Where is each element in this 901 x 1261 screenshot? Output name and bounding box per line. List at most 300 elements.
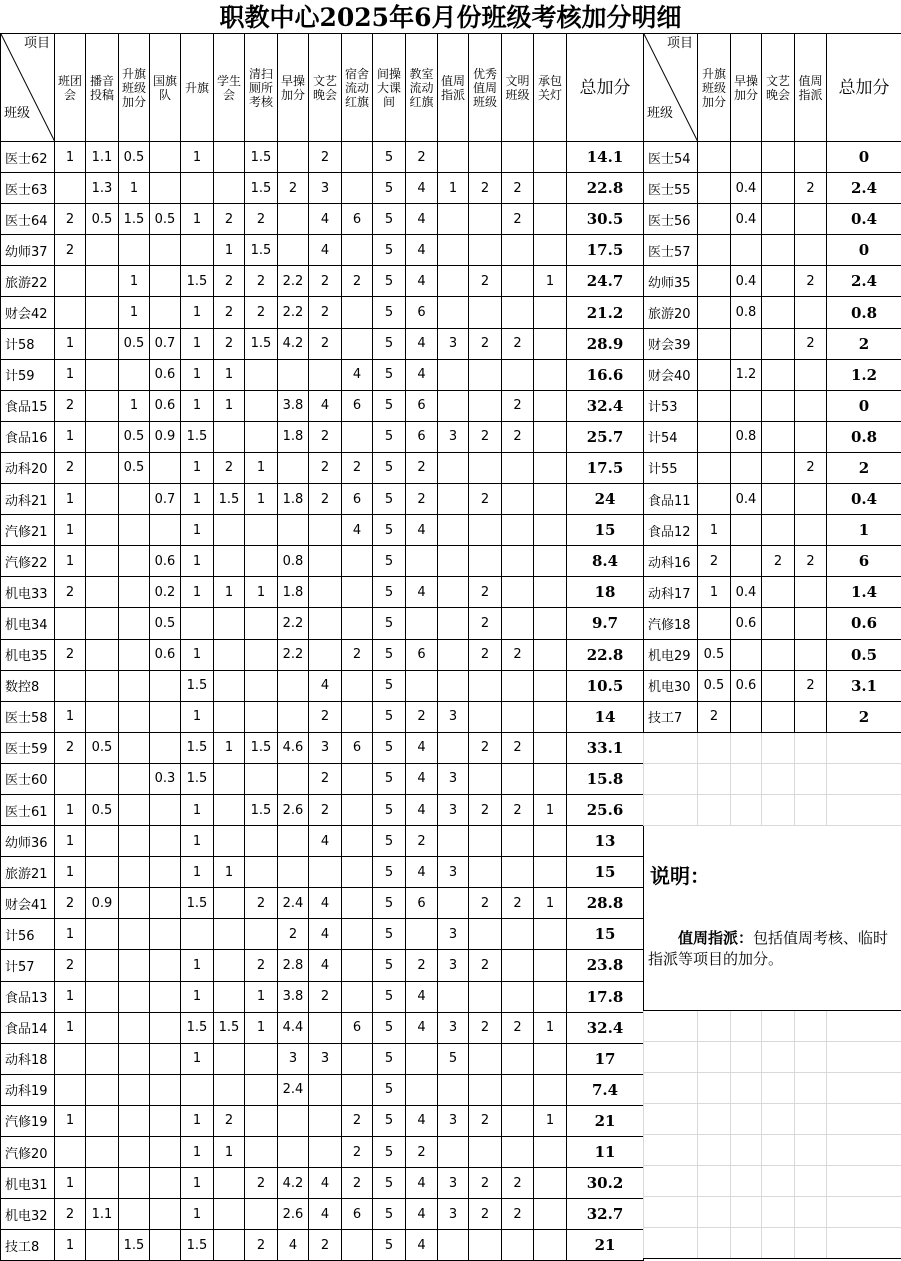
score-cell: 2 xyxy=(469,328,502,359)
table-row xyxy=(1,763,644,794)
score-cell xyxy=(86,546,119,577)
score-cell xyxy=(795,297,827,328)
score-cell: 2 xyxy=(469,794,502,825)
score-cell xyxy=(245,608,278,639)
score-cell xyxy=(119,701,150,732)
score-cell xyxy=(762,359,795,390)
score-cell: 2 xyxy=(406,484,438,515)
score-cell xyxy=(342,857,373,888)
score-cell xyxy=(469,981,502,1012)
score-cell: 1.5 xyxy=(245,328,278,359)
score-cell: 5 xyxy=(373,1043,406,1074)
score-cell: 1 xyxy=(181,826,214,857)
score-cell: 1 xyxy=(181,204,214,235)
score-cell: 2 xyxy=(469,888,502,919)
score-cell xyxy=(342,670,373,701)
class-name-cell: 食品15 xyxy=(1,390,55,421)
score-cell xyxy=(469,142,502,173)
page-title: 职教中心2025年6月份班级考核加分明细 xyxy=(0,0,901,33)
column-header: 文艺晚会 xyxy=(762,34,795,142)
score-cell xyxy=(438,204,469,235)
score-cell xyxy=(762,173,795,204)
score-cell xyxy=(534,1137,567,1168)
score-cell: 2 xyxy=(406,142,438,173)
class-name-cell: 医士62 xyxy=(1,142,55,173)
score-cell: 1.2 xyxy=(731,359,762,390)
score-cell xyxy=(245,390,278,421)
score-cell xyxy=(762,670,795,701)
score-cell xyxy=(438,515,469,546)
column-header: 文艺晚会 xyxy=(309,34,342,142)
score-cell xyxy=(469,1043,502,1074)
score-cell xyxy=(342,763,373,794)
notes-label: 值周指派： xyxy=(678,929,753,947)
score-cell: 0.6 xyxy=(731,670,762,701)
score-cell: 1.1 xyxy=(86,1199,119,1230)
score-cell: 2 xyxy=(406,826,438,857)
score-cell xyxy=(119,826,150,857)
score-cell xyxy=(245,670,278,701)
score-cell xyxy=(245,826,278,857)
score-cell: 1 xyxy=(181,1168,214,1199)
score-cell: 2 xyxy=(214,266,245,297)
score-cell xyxy=(762,452,795,483)
empty-cell xyxy=(762,1010,795,1041)
score-cell: 5 xyxy=(373,1137,406,1168)
score-cell xyxy=(502,577,534,608)
score-cell: 1.5 xyxy=(245,173,278,204)
table-row xyxy=(1,452,644,483)
score-cell: 4 xyxy=(406,204,438,235)
score-cell xyxy=(698,359,731,390)
empty-cell xyxy=(795,763,827,794)
score-cell: 2 xyxy=(795,452,827,483)
class-name-cell: 幼师35 xyxy=(644,266,698,297)
score-cell: 2 xyxy=(469,1168,502,1199)
score-cell: 2 xyxy=(309,297,342,328)
score-cell xyxy=(698,452,731,483)
empty-cell xyxy=(698,1196,731,1227)
empty-cell xyxy=(795,1072,827,1103)
score-cell xyxy=(86,390,119,421)
score-cell xyxy=(342,235,373,266)
score-cell xyxy=(438,732,469,763)
table-row xyxy=(644,608,901,639)
score-cell: 1 xyxy=(55,515,86,546)
empty-cell xyxy=(762,763,795,794)
score-cell xyxy=(150,266,181,297)
table-row xyxy=(1,421,644,452)
score-cell xyxy=(406,919,438,950)
table-row xyxy=(1,608,644,639)
class-name-cell: 汽修21 xyxy=(1,515,55,546)
score-cell xyxy=(762,297,795,328)
total-score-cell: 33.1 xyxy=(567,732,644,763)
total-score-cell: 14 xyxy=(567,701,644,732)
score-cell xyxy=(698,173,731,204)
score-cell: 6 xyxy=(342,732,373,763)
column-header: 国旗队 xyxy=(150,34,181,142)
score-cell: 1 xyxy=(181,639,214,670)
total-score-cell: 18 xyxy=(567,577,644,608)
score-cell xyxy=(119,577,150,608)
score-cell xyxy=(214,1074,245,1105)
score-cell xyxy=(342,1230,373,1261)
score-cell xyxy=(342,919,373,950)
score-cell xyxy=(214,950,245,981)
class-name-cell: 医士55 xyxy=(644,173,698,204)
score-cell: 0.6 xyxy=(150,390,181,421)
score-cell: 2 xyxy=(795,173,827,204)
score-cell xyxy=(150,452,181,483)
empty-cell xyxy=(731,1134,762,1165)
empty-cell xyxy=(762,1196,795,1227)
total-score-cell: 0.4 xyxy=(827,204,901,235)
score-cell xyxy=(502,359,534,390)
score-cell xyxy=(309,639,342,670)
score-cell: 3 xyxy=(438,919,469,950)
empty-cell xyxy=(698,794,731,825)
score-cell xyxy=(342,142,373,173)
score-cell xyxy=(406,546,438,577)
empty-cell xyxy=(762,1103,795,1134)
score-cell xyxy=(245,1199,278,1230)
table-row xyxy=(1,546,644,577)
score-cell xyxy=(55,670,86,701)
table-row xyxy=(1,1043,644,1074)
column-header: 教室流动红旗 xyxy=(406,34,438,142)
score-cell xyxy=(534,1230,567,1261)
score-cell: 2.2 xyxy=(278,266,309,297)
score-cell xyxy=(55,1074,86,1105)
column-header: 学生会 xyxy=(214,34,245,142)
score-cell: 2 xyxy=(502,639,534,670)
empty-cell xyxy=(827,794,901,825)
score-cell: 2 xyxy=(245,1168,278,1199)
score-cell: 1 xyxy=(181,546,214,577)
score-cell xyxy=(762,421,795,452)
score-cell: 1.5 xyxy=(181,763,214,794)
score-cell xyxy=(150,794,181,825)
score-cell xyxy=(698,390,731,421)
score-cell xyxy=(309,577,342,608)
score-cell: 0.9 xyxy=(86,888,119,919)
score-cell xyxy=(278,452,309,483)
score-cell: 0.8 xyxy=(731,297,762,328)
score-cell: 1 xyxy=(55,701,86,732)
score-cell: 6 xyxy=(406,639,438,670)
score-cell xyxy=(86,1043,119,1074)
score-cell: 2.2 xyxy=(278,608,309,639)
score-cell: 1 xyxy=(214,359,245,390)
table-row xyxy=(644,390,901,421)
class-name-cell: 机电29 xyxy=(644,639,698,670)
score-cell: 1 xyxy=(534,1105,567,1136)
score-cell xyxy=(795,142,827,173)
empty-cell xyxy=(698,763,731,794)
corner-class-label: 班级 xyxy=(647,107,673,121)
score-cell xyxy=(731,639,762,670)
score-cell: 5 xyxy=(373,546,406,577)
class-name-cell: 动科18 xyxy=(1,1043,55,1074)
empty-cell xyxy=(827,1134,901,1165)
score-cell xyxy=(119,359,150,390)
score-cell: 4 xyxy=(406,857,438,888)
column-header: 清扫厕所考核 xyxy=(245,34,278,142)
score-cell: 4 xyxy=(309,235,342,266)
score-cell: 2 xyxy=(406,1137,438,1168)
empty-cell xyxy=(731,763,762,794)
score-cell xyxy=(245,1137,278,1168)
score-cell: 1 xyxy=(181,1043,214,1074)
class-name-cell: 医士54 xyxy=(644,142,698,173)
class-name-cell: 旅游22 xyxy=(1,266,55,297)
score-cell: 1.5 xyxy=(214,1012,245,1043)
score-cell: 6 xyxy=(342,1199,373,1230)
score-cell xyxy=(245,919,278,950)
score-cell xyxy=(438,297,469,328)
empty-cell xyxy=(795,1041,827,1072)
score-cell: 5 xyxy=(438,1043,469,1074)
score-cell xyxy=(795,515,827,546)
supplement-score-table xyxy=(643,33,901,1259)
class-name-cell: 机电31 xyxy=(1,1168,55,1199)
class-name-cell: 医士60 xyxy=(1,763,55,794)
score-cell xyxy=(309,857,342,888)
empty-cell xyxy=(795,732,827,763)
score-cell xyxy=(534,1074,567,1105)
score-cell xyxy=(469,1074,502,1105)
score-cell: 3 xyxy=(438,1199,469,1230)
score-cell: 2 xyxy=(245,204,278,235)
total-score-cell: 11 xyxy=(567,1137,644,1168)
score-cell xyxy=(150,919,181,950)
class-name-cell: 动科19 xyxy=(1,1074,55,1105)
score-cell xyxy=(534,142,567,173)
score-cell: 1 xyxy=(181,701,214,732)
score-cell: 2 xyxy=(245,888,278,919)
score-cell: 5 xyxy=(373,142,406,173)
score-cell xyxy=(119,732,150,763)
empty-cell xyxy=(698,1103,731,1134)
score-cell xyxy=(119,981,150,1012)
score-cell: 0.6 xyxy=(150,359,181,390)
score-cell xyxy=(406,1074,438,1105)
empty-cell xyxy=(731,794,762,825)
empty-cell xyxy=(698,1072,731,1103)
score-cell: 2 xyxy=(469,173,502,204)
score-cell: 0.5 xyxy=(119,142,150,173)
table-row xyxy=(1,950,644,981)
score-cell xyxy=(342,888,373,919)
score-cell xyxy=(469,204,502,235)
empty-cell xyxy=(731,1165,762,1196)
empty-cell xyxy=(827,1041,901,1072)
empty-cell xyxy=(795,1196,827,1227)
score-cell: 2 xyxy=(502,794,534,825)
score-cell: 0.5 xyxy=(150,204,181,235)
score-cell: 6 xyxy=(406,421,438,452)
score-cell: 3 xyxy=(438,1012,469,1043)
score-cell xyxy=(342,173,373,204)
score-cell: 2 xyxy=(309,484,342,515)
score-cell xyxy=(214,763,245,794)
score-cell: 1.5 xyxy=(181,1230,214,1261)
score-cell xyxy=(342,826,373,857)
table-row xyxy=(1,204,644,235)
score-cell xyxy=(534,173,567,204)
score-cell: 1 xyxy=(181,981,214,1012)
score-cell xyxy=(309,1137,342,1168)
score-cell xyxy=(214,608,245,639)
empty-cell xyxy=(644,1010,698,1041)
score-cell xyxy=(119,1043,150,1074)
score-cell xyxy=(119,670,150,701)
score-cell: 1.5 xyxy=(181,670,214,701)
score-cell xyxy=(795,421,827,452)
score-cell: 2 xyxy=(214,328,245,359)
score-cell xyxy=(534,670,567,701)
score-cell: 5 xyxy=(373,763,406,794)
score-cell: 1 xyxy=(119,390,150,421)
score-cell: 2 xyxy=(245,950,278,981)
score-cell xyxy=(119,1012,150,1043)
score-cell: 5 xyxy=(373,701,406,732)
score-cell xyxy=(438,142,469,173)
score-cell xyxy=(698,608,731,639)
score-cell xyxy=(278,670,309,701)
score-cell: 2 xyxy=(469,1105,502,1136)
score-cell: 2 xyxy=(406,950,438,981)
column-header: 早操加分 xyxy=(731,34,762,142)
score-cell xyxy=(278,515,309,546)
score-cell xyxy=(469,359,502,390)
score-cell: 0.8 xyxy=(731,421,762,452)
score-cell xyxy=(795,639,827,670)
score-cell xyxy=(534,484,567,515)
score-cell xyxy=(86,1105,119,1136)
score-cell xyxy=(502,515,534,546)
score-cell xyxy=(278,1105,309,1136)
score-cell xyxy=(150,1012,181,1043)
score-cell xyxy=(502,826,534,857)
class-name-cell: 医士56 xyxy=(644,204,698,235)
score-cell xyxy=(534,577,567,608)
empty-cell xyxy=(795,1227,827,1258)
score-cell xyxy=(119,515,150,546)
total-score-cell: 8.4 xyxy=(567,546,644,577)
total-header: 总加分 xyxy=(567,34,644,142)
class-name-cell: 汽修18 xyxy=(644,608,698,639)
table-row xyxy=(1,732,644,763)
empty-cell xyxy=(644,763,698,794)
score-cell: 1.5 xyxy=(181,888,214,919)
score-cell xyxy=(245,639,278,670)
score-cell xyxy=(502,857,534,888)
score-cell: 1 xyxy=(245,1012,278,1043)
score-cell xyxy=(181,235,214,266)
score-cell xyxy=(502,546,534,577)
score-cell: 2 xyxy=(55,204,86,235)
score-cell xyxy=(342,421,373,452)
score-cell xyxy=(342,950,373,981)
total-score-cell: 25.7 xyxy=(567,421,644,452)
score-cell: 2 xyxy=(309,421,342,452)
empty-cell xyxy=(827,732,901,763)
score-cell: 2 xyxy=(342,639,373,670)
score-cell xyxy=(119,235,150,266)
score-cell: 3 xyxy=(438,701,469,732)
table-row xyxy=(644,452,901,483)
score-cell: 0.5 xyxy=(119,328,150,359)
score-cell: 6 xyxy=(342,204,373,235)
score-cell: 1 xyxy=(245,577,278,608)
score-cell xyxy=(119,857,150,888)
total-score-cell: 28.8 xyxy=(567,888,644,919)
score-cell: 4 xyxy=(406,515,438,546)
empty-cell xyxy=(644,1134,698,1165)
score-cell: 1 xyxy=(534,1012,567,1043)
score-cell xyxy=(469,670,502,701)
score-cell: 4 xyxy=(406,1168,438,1199)
score-cell: 1 xyxy=(55,1012,86,1043)
score-cell xyxy=(214,1043,245,1074)
score-cell: 5 xyxy=(373,639,406,670)
score-cell: 2 xyxy=(469,484,502,515)
score-cell: 5 xyxy=(373,235,406,266)
total-score-cell: 0.5 xyxy=(827,639,901,670)
score-cell xyxy=(119,1168,150,1199)
score-cell xyxy=(731,235,762,266)
table-row xyxy=(1,888,644,919)
notes-section xyxy=(644,825,901,1010)
table-row xyxy=(644,484,901,515)
score-cell: 3 xyxy=(309,1043,342,1074)
score-cell xyxy=(214,515,245,546)
score-cell: 0.3 xyxy=(150,763,181,794)
empty-cell xyxy=(827,763,901,794)
score-cell: 4 xyxy=(309,1199,342,1230)
score-cell xyxy=(534,639,567,670)
score-cell xyxy=(214,1199,245,1230)
empty-cell xyxy=(698,732,731,763)
class-name-cell: 食品13 xyxy=(1,981,55,1012)
score-cell: 1 xyxy=(55,328,86,359)
corner-item-label: 项目 xyxy=(24,37,50,51)
score-cell: 2.4 xyxy=(278,888,309,919)
class-name-cell: 医士58 xyxy=(1,701,55,732)
total-header: 总加分 xyxy=(827,34,901,142)
score-cell xyxy=(119,1137,150,1168)
score-cell: 2 xyxy=(214,204,245,235)
score-cell xyxy=(502,266,534,297)
score-cell: 1.5 xyxy=(245,794,278,825)
empty-cell xyxy=(644,1041,698,1072)
table-row xyxy=(644,701,901,732)
total-score-cell: 30.2 xyxy=(567,1168,644,1199)
score-cell xyxy=(86,359,119,390)
score-cell: 1 xyxy=(181,359,214,390)
score-cell: 2.8 xyxy=(278,950,309,981)
class-name-cell: 计56 xyxy=(1,919,55,950)
score-cell xyxy=(86,1137,119,1168)
score-cell xyxy=(469,1137,502,1168)
corner-item-label: 项目 xyxy=(667,37,693,51)
score-cell: 5 xyxy=(373,1012,406,1043)
score-cell xyxy=(245,763,278,794)
score-cell xyxy=(150,515,181,546)
score-cell: 4 xyxy=(342,515,373,546)
